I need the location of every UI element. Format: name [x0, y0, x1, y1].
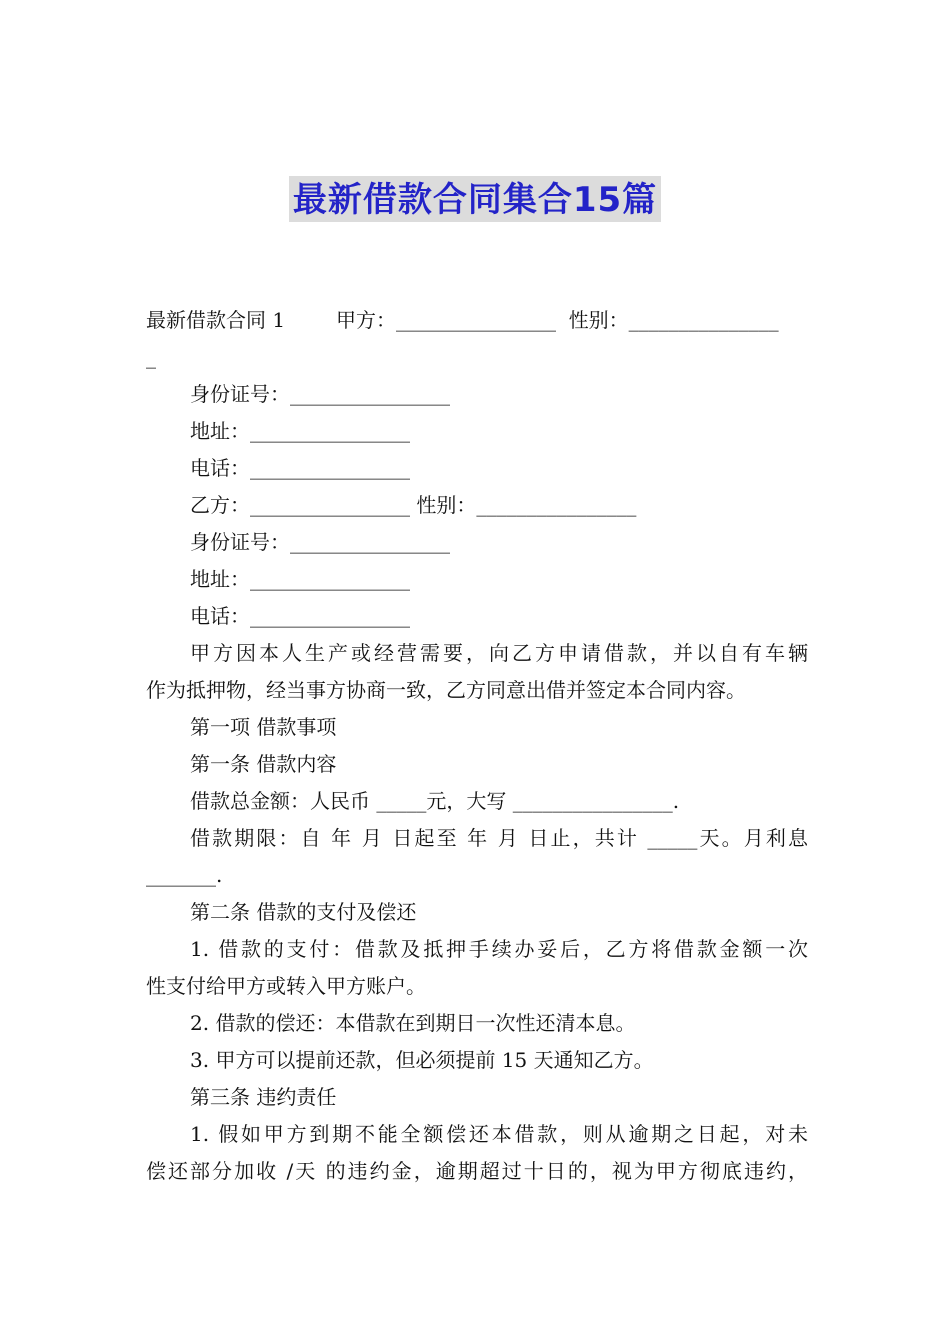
document-line: _ [146, 345, 156, 369]
document-line: 1. 假如甲方到期不能全额偿还本借款，则从逾期之日起，对未 [190, 1122, 808, 1146]
document-line: 第一条 借款内容 [190, 752, 337, 776]
document-line: 最新借款合同 1 甲方：________________ 性别：_______________ [146, 308, 779, 332]
document-line: 作为抵押物，经当事方协商一致，乙方同意出借并签定本合同内容。 [146, 678, 746, 702]
document-line: 身份证号：________________ [190, 382, 450, 406]
document-line: 地址：________________ [190, 567, 410, 591]
document-line: 3. 甲方可以提前还款，但必须提前 15 天通知乙方。 [190, 1048, 654, 1072]
document-line: 地址：________________ [190, 419, 410, 443]
document-line: 2. 借款的偿还：本借款在到期日一次性还清本息。 [190, 1011, 636, 1035]
document-line: 借款总金额：人民币 _____元，大写 ________________. [190, 789, 680, 813]
document-title: 最新借款合同集合15篇 [289, 176, 661, 222]
document-line: 电话：________________ [190, 456, 410, 480]
document-line: 乙方：________________ 性别：________________ [190, 493, 637, 517]
document-line: 第三条 违约责任 [190, 1085, 337, 1109]
document-line: 1. 借款的支付：借款及抵押手续办妥后，乙方将借款金额一次 [190, 937, 808, 961]
document-line: _______. [146, 863, 223, 887]
title-container [0, 176, 950, 222]
document-line: 性支付给甲方或转入甲方账户。 [146, 974, 426, 998]
document-line: 甲方因本人生产或经营需要，向乙方申请借款，并以自有车辆 [190, 641, 808, 665]
document-line: 第二条 借款的支付及偿还 [190, 900, 417, 924]
document-line: 偿还部分加收 /天 的违约金，逾期超过十日的，视为甲方彻底违约， [146, 1159, 808, 1183]
document-line: 借款期限：自 年 月 日起至 年 月 日止，共计 _____天。月利息 [190, 826, 808, 850]
document-line: 电话：________________ [190, 604, 410, 628]
document-body [146, 302, 808, 1190]
document-line: 身份证号：________________ [190, 530, 450, 554]
document-line: 第一项 借款事项 [190, 715, 337, 739]
